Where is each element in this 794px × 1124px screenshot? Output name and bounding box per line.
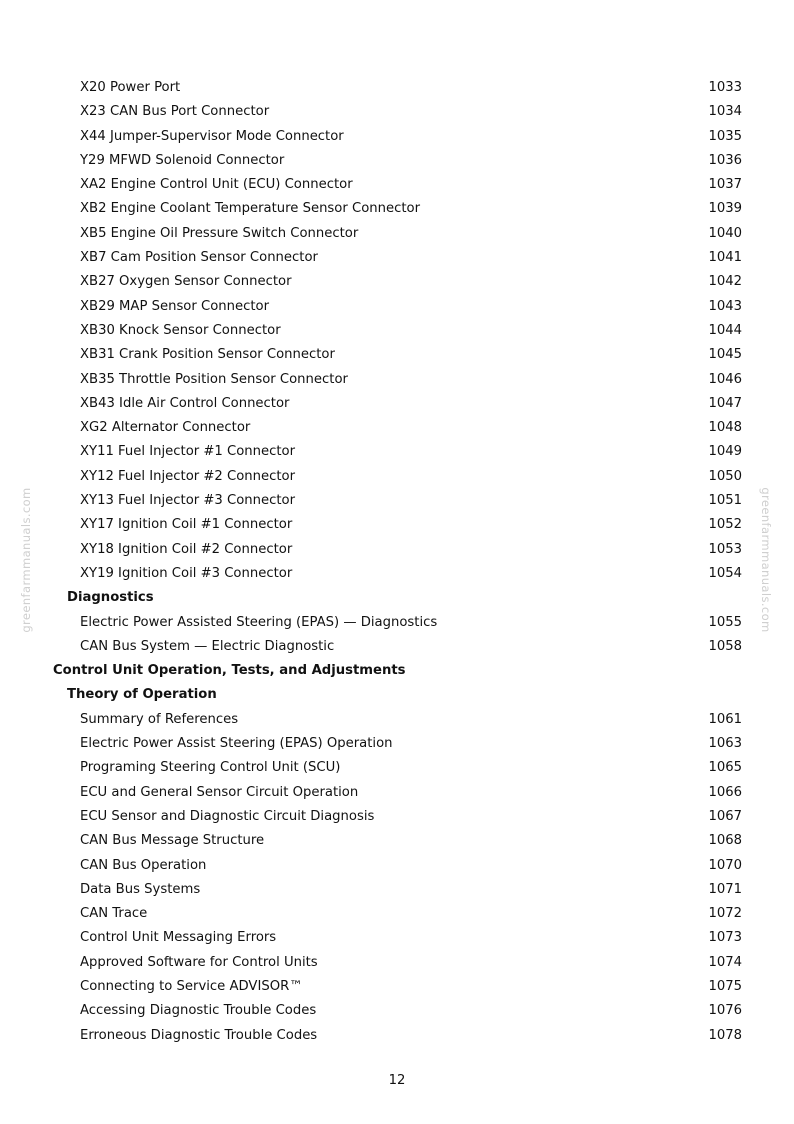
toc-entry-title: Erroneous Diagnostic Trouble Codes xyxy=(80,1027,318,1043)
toc-entry-page-number: 1042 xyxy=(708,274,742,290)
toc-entry-page-number: 1068 xyxy=(708,833,742,849)
toc-subsection-heading[interactable] xyxy=(0,683,794,707)
toc-entry-title: X44 Jumper-Supervisor Mode Connector xyxy=(80,128,344,144)
toc-entry-page-number: 1053 xyxy=(708,541,742,557)
toc-entry-page-number: 1041 xyxy=(708,250,742,266)
toc-section-heading[interactable] xyxy=(0,659,794,683)
toc-entry-title: XY12 Fuel Injector #2 Connector xyxy=(80,468,296,484)
toc-entry-page-number: 1074 xyxy=(708,954,742,970)
toc-entry-page-number: 1055 xyxy=(708,614,742,630)
toc-entry-title: XB7 Cam Position Sensor Connector xyxy=(80,250,318,266)
toc-entry[interactable] xyxy=(0,222,794,246)
toc-entry-title: X20 Power Port xyxy=(80,80,181,95)
toc-entry-title: Control Unit Messaging Errors xyxy=(80,930,277,946)
toc-entry-page-number: 1051 xyxy=(708,493,742,509)
toc-entry-title: XB43 Idle Air Control Connector xyxy=(80,395,290,411)
toc-entry-title: XY11 Fuel Injector #1 Connector xyxy=(80,444,296,460)
toc-entry-page-number: 1045 xyxy=(708,347,742,363)
toc-entry[interactable] xyxy=(0,343,794,367)
toc-entry[interactable] xyxy=(0,732,794,756)
toc-entry[interactable] xyxy=(0,270,794,294)
toc-entry-page-number: 1078 xyxy=(708,1027,742,1043)
toc-entry[interactable] xyxy=(0,1024,794,1048)
toc-entry-title: XA2 Engine Control Unit (ECU) Connector xyxy=(80,177,353,193)
toc-entry[interactable] xyxy=(0,708,794,732)
toc-entry-title: XY18 Ignition Coil #2 Connector xyxy=(80,541,293,557)
toc-entry-title: XB5 Engine Oil Pressure Switch Connector xyxy=(80,225,359,241)
toc-entry-title: Electric Power Assisted Steering (EPAS) — Diagnostics xyxy=(80,614,438,630)
toc-entry[interactable] xyxy=(0,975,794,999)
toc-entry-title: Approved Software for Control Units xyxy=(80,954,318,970)
toc-entry-title: ECU Sensor and Diagnostic Circuit Diagnosis xyxy=(80,808,375,824)
toc-entry-title: XB35 Throttle Position Sensor Connector xyxy=(80,371,348,387)
toc-entry[interactable] xyxy=(0,125,794,149)
toc-entry-page-number: 1073 xyxy=(708,930,742,946)
toc-entry[interactable] xyxy=(0,465,794,489)
toc-entry-title: CAN Bus System — Electric Diagnostic xyxy=(80,638,335,654)
toc-entry-page-number: 1071 xyxy=(708,881,742,897)
toc-entry[interactable] xyxy=(0,513,794,537)
toc-entry-title: XB2 Engine Coolant Temperature Sensor Connector xyxy=(80,201,421,217)
toc-entry[interactable] xyxy=(0,878,794,902)
toc-entry[interactable] xyxy=(0,902,794,926)
toc-entry[interactable] xyxy=(0,489,794,513)
toc-entry[interactable] xyxy=(0,999,794,1023)
toc-entry[interactable] xyxy=(0,173,794,197)
toc-entry[interactable] xyxy=(0,149,794,173)
toc-entry-title: XB30 Knock Sensor Connector xyxy=(80,322,281,338)
toc-entry[interactable] xyxy=(0,319,794,343)
toc-entry-title: CAN Bus Operation xyxy=(80,857,207,873)
toc-entry-page-number: 1034 xyxy=(708,104,742,120)
toc-entry-page-number: 1046 xyxy=(708,371,742,387)
toc-entry[interactable] xyxy=(0,440,794,464)
toc-entry[interactable] xyxy=(0,562,794,586)
toc-entry-title: Accessing Diagnostic Trouble Codes xyxy=(80,1003,317,1019)
toc-entry-page-number: 1044 xyxy=(708,322,742,338)
toc-entry-page-number: 1066 xyxy=(708,784,742,800)
toc-entry[interactable] xyxy=(0,416,794,440)
toc-entry-title: Theory of Operation xyxy=(67,687,217,703)
toc-entry[interactable] xyxy=(0,538,794,562)
toc-entry-title: Electric Power Assist Steering (EPAS) Operation xyxy=(80,736,393,752)
toc-entry[interactable] xyxy=(0,926,794,950)
toc-entry-page-number: 1049 xyxy=(708,444,742,460)
toc-entry-page-number: 1035 xyxy=(708,128,742,144)
toc-entry-title: CAN Trace xyxy=(80,906,148,922)
toc-entry-title: Data Bus Systems xyxy=(80,881,201,897)
toc-entry[interactable] xyxy=(0,76,794,100)
toc-entry-page-number: 1036 xyxy=(708,152,742,168)
toc-entry-page-number: 1076 xyxy=(708,1003,742,1019)
toc-entry-page-number: 1075 xyxy=(708,978,742,994)
toc-entry-title: Connecting to Service ADVISOR™ xyxy=(80,978,303,994)
toc-entry-page-number: 1054 xyxy=(708,565,742,581)
toc-entry-page-number: 1043 xyxy=(708,298,742,314)
toc-entry-page-number: 1061 xyxy=(708,711,742,727)
toc-entry[interactable] xyxy=(0,805,794,829)
toc-entry-title: Y29 MFWD Solenoid Connector xyxy=(80,152,285,168)
toc-entry[interactable] xyxy=(0,951,794,975)
toc-entry-page-number: 1040 xyxy=(708,225,742,241)
toc-entry[interactable] xyxy=(0,246,794,270)
toc-entry-page-number: 1070 xyxy=(708,857,742,873)
toc-entry[interactable] xyxy=(0,829,794,853)
toc-entry-page-number: 1052 xyxy=(708,517,742,533)
toc-entry[interactable] xyxy=(0,295,794,319)
toc-entry-title: XY13 Fuel Injector #3 Connector xyxy=(80,493,296,509)
toc-entry[interactable] xyxy=(0,611,794,635)
toc-entry-page-number: 1072 xyxy=(708,906,742,922)
toc-entry[interactable] xyxy=(0,635,794,659)
toc-entry[interactable] xyxy=(0,100,794,124)
toc-entry-page-number: 1033 xyxy=(708,80,742,95)
page-number: 12 xyxy=(388,1073,406,1088)
toc-entry[interactable] xyxy=(0,197,794,221)
toc-entry-page-number: 1050 xyxy=(708,468,742,484)
toc-entry-title: Diagnostics xyxy=(67,590,154,606)
toc-entry-title: XB31 Crank Position Sensor Connector xyxy=(80,347,335,363)
toc-entry[interactable] xyxy=(0,392,794,416)
watermark-left: greenfarmmanuals.com xyxy=(19,487,33,633)
toc-entry-title: XB27 Oxygen Sensor Connector xyxy=(80,274,292,290)
watermark-right: greenfarmmanuals.com xyxy=(759,487,773,633)
toc-entry-page-number: 1039 xyxy=(708,201,742,217)
toc-entry[interactable] xyxy=(0,756,794,780)
toc-entry-title: Programing Steering Control Unit (SCU) xyxy=(80,760,341,776)
toc-subsection-heading[interactable] xyxy=(0,586,794,610)
toc-entry-title: XY17 Ignition Coil #1 Connector xyxy=(80,517,293,533)
toc-entry-title: Control Unit Operation, Tests, and Adjustments xyxy=(53,663,406,679)
toc-entry-page-number: 1063 xyxy=(708,736,742,752)
toc-entry-title: XY19 Ignition Coil #3 Connector xyxy=(80,565,293,581)
toc-entry-page-number: 1067 xyxy=(708,808,742,824)
toc-entry-title: ECU and General Sensor Circuit Operation xyxy=(80,784,359,800)
toc-entry-title: X23 CAN Bus Port Connector xyxy=(80,104,270,120)
toc-entry-page-number: 1065 xyxy=(708,760,742,776)
toc-entry-title: XG2 Alternator Connector xyxy=(80,420,251,436)
toc-entry-title: Summary of References xyxy=(80,711,239,727)
toc-entry-title: CAN Bus Message Structure xyxy=(80,833,265,849)
toc-entry[interactable] xyxy=(0,368,794,392)
toc-entry-page-number: 1048 xyxy=(708,420,742,436)
toc-entry-page-number: 1037 xyxy=(708,177,742,193)
table-of-contents xyxy=(0,76,794,1048)
toc-entry-page-number: 1047 xyxy=(708,395,742,411)
toc-entry-page-number: 1058 xyxy=(708,638,742,654)
toc-entry-title: XB29 MAP Sensor Connector xyxy=(80,298,270,314)
toc-entry[interactable] xyxy=(0,854,794,878)
toc-entry[interactable] xyxy=(0,781,794,805)
